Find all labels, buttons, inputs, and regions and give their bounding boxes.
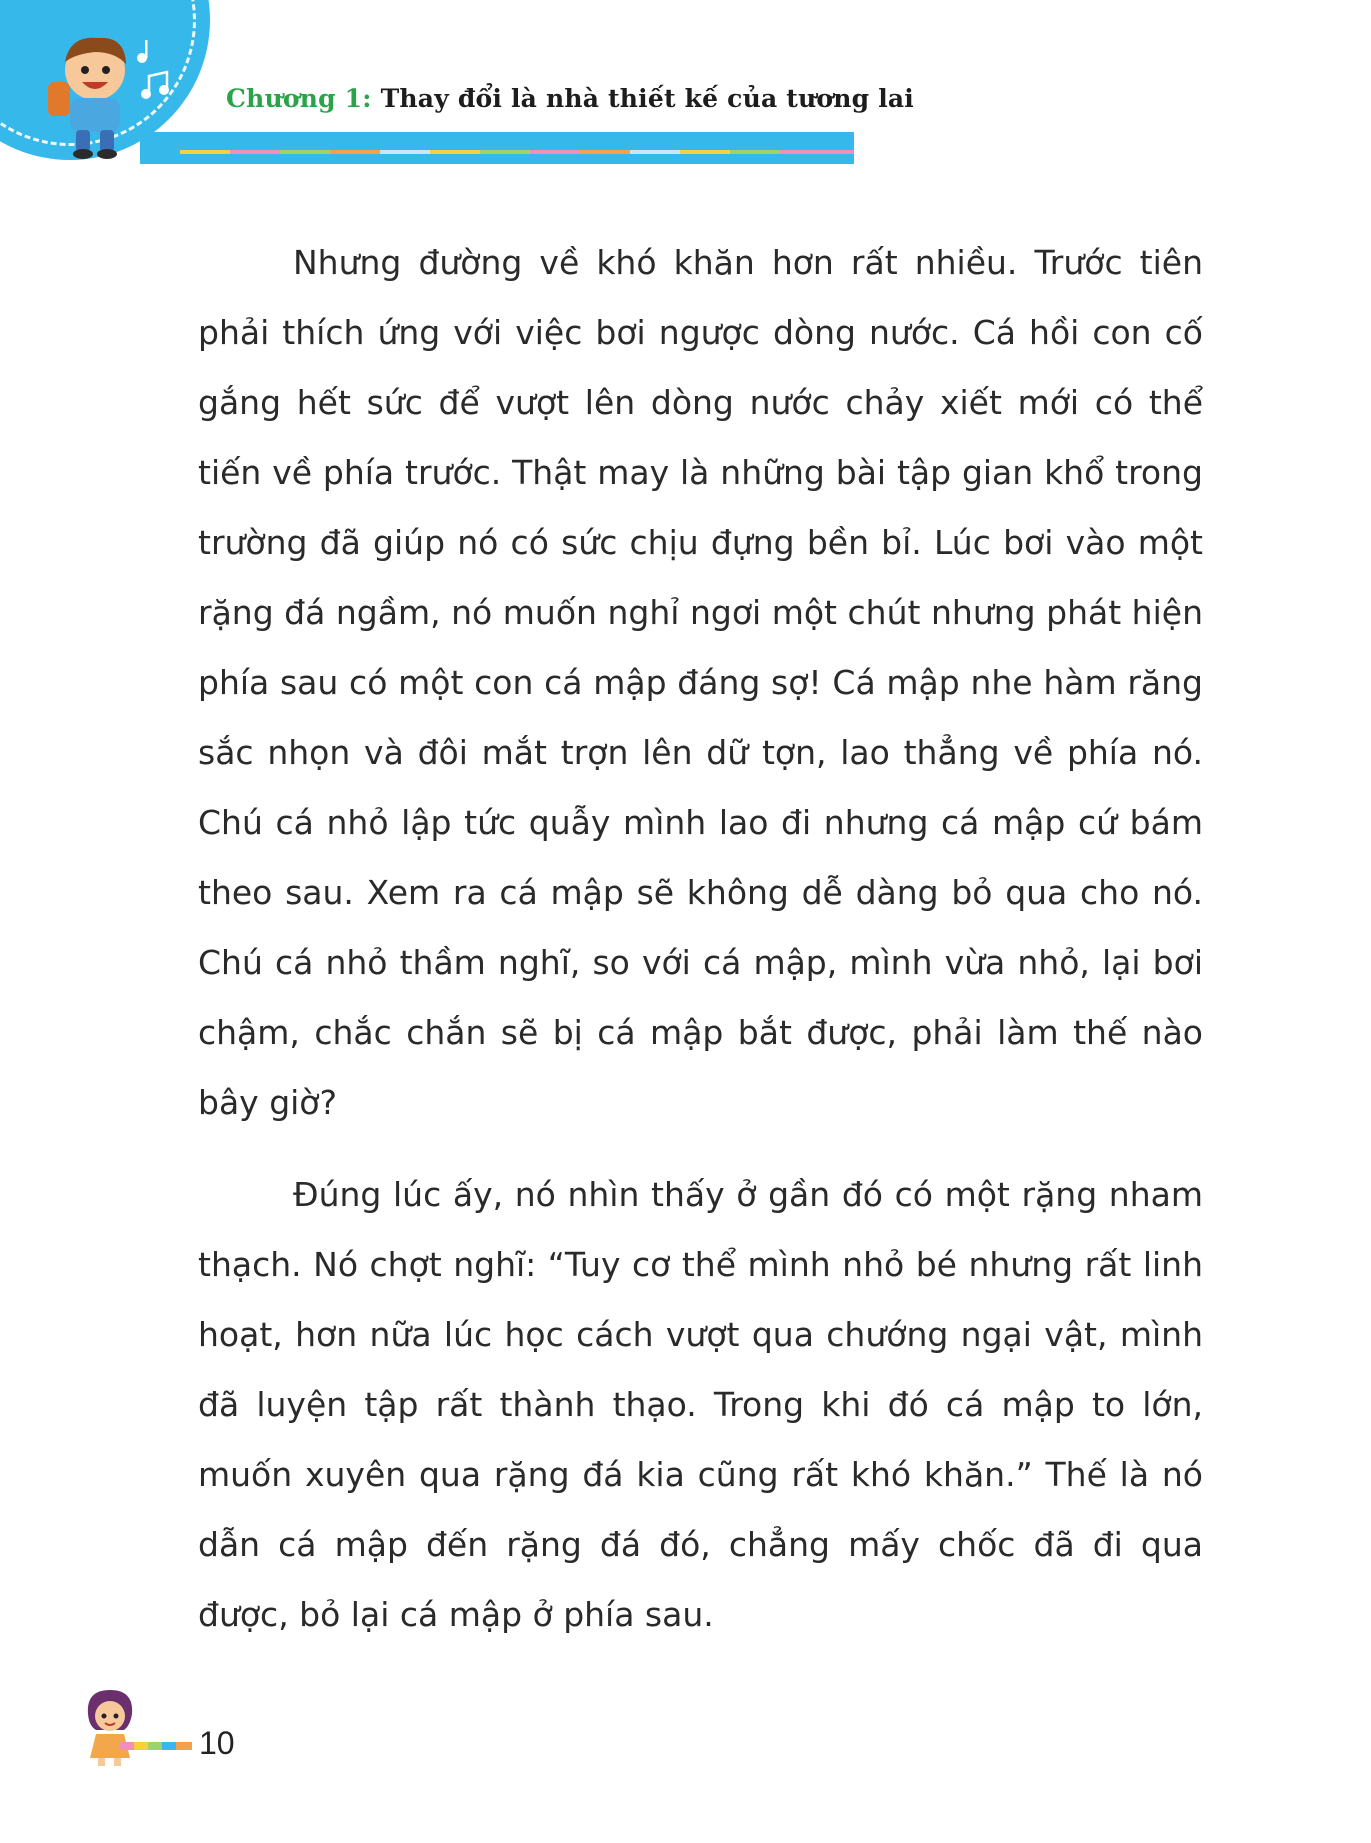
music-notes-icon [128,36,178,106]
chapter-title: Thay đổi là nhà thiết kế của tương lai [380,84,915,113]
story-text [198,228,1203,1672]
paragraph-1: Nhưng đường về khó khăn hơn rất nhiều. Trước tiên phải thích ứng với việc bơi ngược dòng nước. Cá hồi con cố gắng hết sức để vượt lên dòng nước chảy xiết mới có thể tiến về phía trước. Thật may là những bài tập gian khổ trong trường đã giúp nó có sức chịu đựng bền bỉ. Lúc bơi vào một rặng đá ngầm, nó muốn nghỉ ngơi một chút nhưng phát hiện phía sau có một con cá mập đáng sợ! Cá mập nhe hàm răng sắc nhọn và đôi mắt trợn lên dữ tợn, lao thẳng về phía nó. Chú cá nhỏ lập tức quẫy mình lao đi nhưng cá mập cứ bám theo sau. Xem ra cá mập sẽ không dễ dàng bỏ qua cho nó. Chú cá nhỏ thầm nghĩ, so với cá mập, mình vừa nhỏ, lại bơi chậm, chắc chắn sẽ bị cá mập bắt được, phải làm thế nào bây giờ? [198,243,1203,1122]
footer-color-band [120,1742,192,1750]
chapter-header [226,84,914,113]
page-number: 10 [199,1725,235,1761]
chapter-number: Chương 1: [226,84,372,113]
header-color-band [140,132,854,164]
paragraph-2: Đúng lúc ấy, nó nhìn thấy ở gần đó có một rặng nham thạch. Nó chợt nghĩ: “Tuy cơ thể mình nhỏ bé nhưng rất linh hoạt, hơn nữa lúc học cách vượt qua chướng ngại vật, mình đã luyện tập rất thành thạo. Trong khi đó cá mập to lớn, muốn xuyên qua rặng đá kia cũng rất khó khăn.” Thế là nó dẫn cá mập đến rặng đá đó, chẳng mấy chốc đã đi qua được, bỏ lại cá mập ở phía sau. [198,1175,1203,1634]
girl-mascot-icon [74,1686,144,1768]
